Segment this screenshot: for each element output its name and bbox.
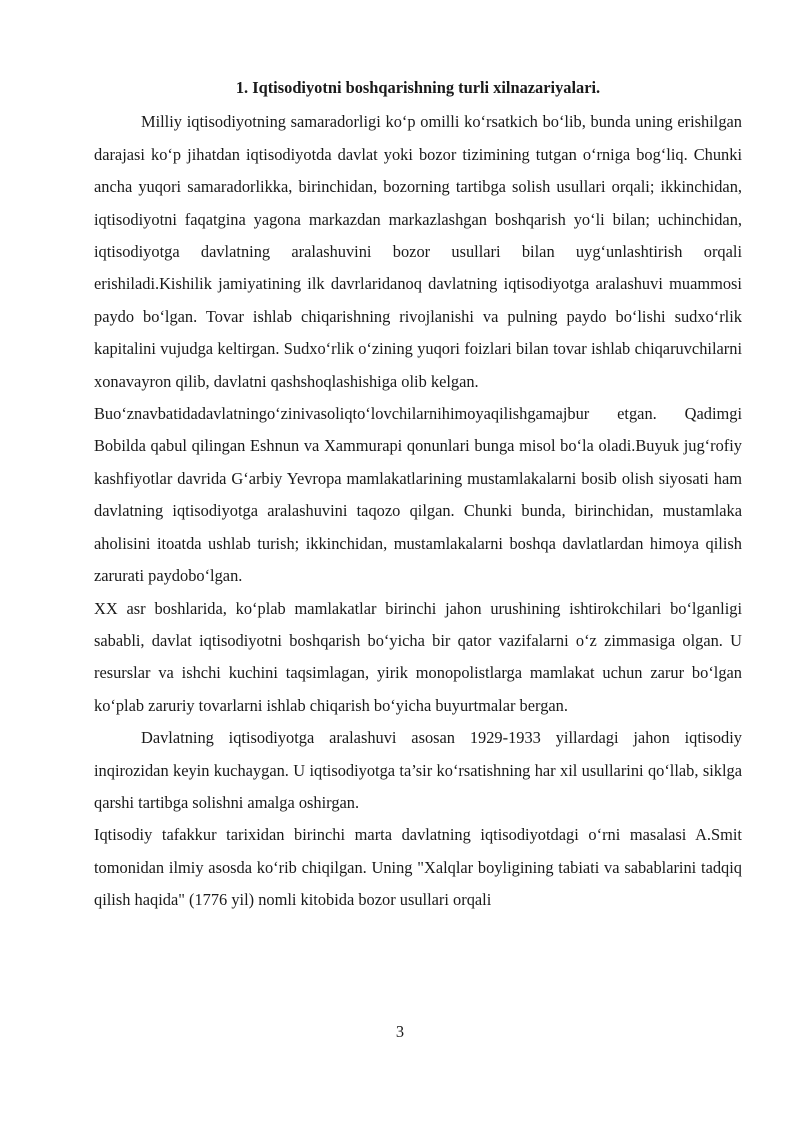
paragraph-3: XX asr boshlarida, ko‘plab mamlakatlar birinchi jahon urushining ishtirokchilari bo‘lganligi sababli, davlat iqtisodiyotni boshqarish bo‘yicha bir qator vazifalarni o‘z zimmasiga olgan. U resurslar va ishchi kuchini taqsimlagan, yirik monopolistlarga mamlakat uchun zarur bo‘lgan ko‘plab zaruriy tovarlarni ishlab chiqarish bo‘yicha buyurtmalar bergan. [94,598,742,715]
paragraph-1: Milliy iqtisodiyotning samaradorligi ko‘p omilli ko‘rsatkich bo‘lib, bunda uning erishilgan darajasi ko‘p jihatdan iqtisodiyotda davlat yoki bozor tizimining tutgan o‘rniga bog‘liq. Chunki ancha yuqori samaradorlikka, birinchidan, bozorning tartibga solish usullari orqali; ikkinchidan, iqtisodiyotni faqatgina yagona markazdan markazlashgan boshqarish yo‘li bilan; uchinchidan, iqtisodiyotga davlatning aralashuvini bozor usullari bilan uyg‘unlashtirish orqali erishiladi.Kishilik jamiyatining ilk davrlaridanoq davlatning iqtisodiyotga aralashuvi muammosi paydo bo‘lgan. Tovar ishlab chiqarishning rivojlanishi va pulning paydo bo‘lishi sudxo‘rlik kapitalini vujudga keltirgan. Sudxo‘rlik o‘zining yuqori foizlari bilan tovar ishlab chiqaruvchilarni xonavayron qilib, davlatni qashshoqlashishiga olib kelgan. [94,112,742,391]
paragraph-2: Buo‘znavbatidadavlatningo‘zinivasoliqto‘lovchilarnihimoyaqilishgamajbur etgan. Qadimgi Bobilda qabul qilingan Eshnun va Xammurapi qonunlari bunga misol bo‘la oladi.Buyuk jug‘rofiy kashfiyotlar davrida G‘arbiy Yevropa mamlakatlarining mustamlakalarni bosib olish siyosati ham davlatning iqtisodiyotga aralashuvini taqozo qilgan. Chunki bunda, birinchidan, mustamlaka aholisini itoatda ushlab turish; ikkinchidan, mustamlakalarni boshqa davlatlardan himoya qilish zarurati paydobo‘lgan. [94,404,742,586]
document-page [94,72,742,917]
paragraph-4: Davlatning iqtisodiyotga aralashuvi asosan 1929-1933 yillardagi jahon iqtisodiy inqirozidan keyin kuchaygan. U iqtisodiyotga ta’sir ko‘rsatishning har xil usullarini qo‘llab, siklga qarshi tartibga solishni amalga oshirgan. [94,728,742,812]
page-number: 3 [395,1022,405,1041]
paragraph-5: Iqtisodiy tafakkur tarixidan birinchi marta davlatning iqtisodiyotdagi o‘rni masalasi A.Smit tomonidan ilmiy asosda ko‘rib chiqilgan. Uning "Xalqlar boyligining tabiati va sabablarini tadqiq qilish haqida" (1776 yil) nomli kitobida bozor usullari orqali [94,825,742,910]
section-title: 1. Iqtisodiyotni boshqarishning turli xilnazariyalari. [235,78,601,97]
